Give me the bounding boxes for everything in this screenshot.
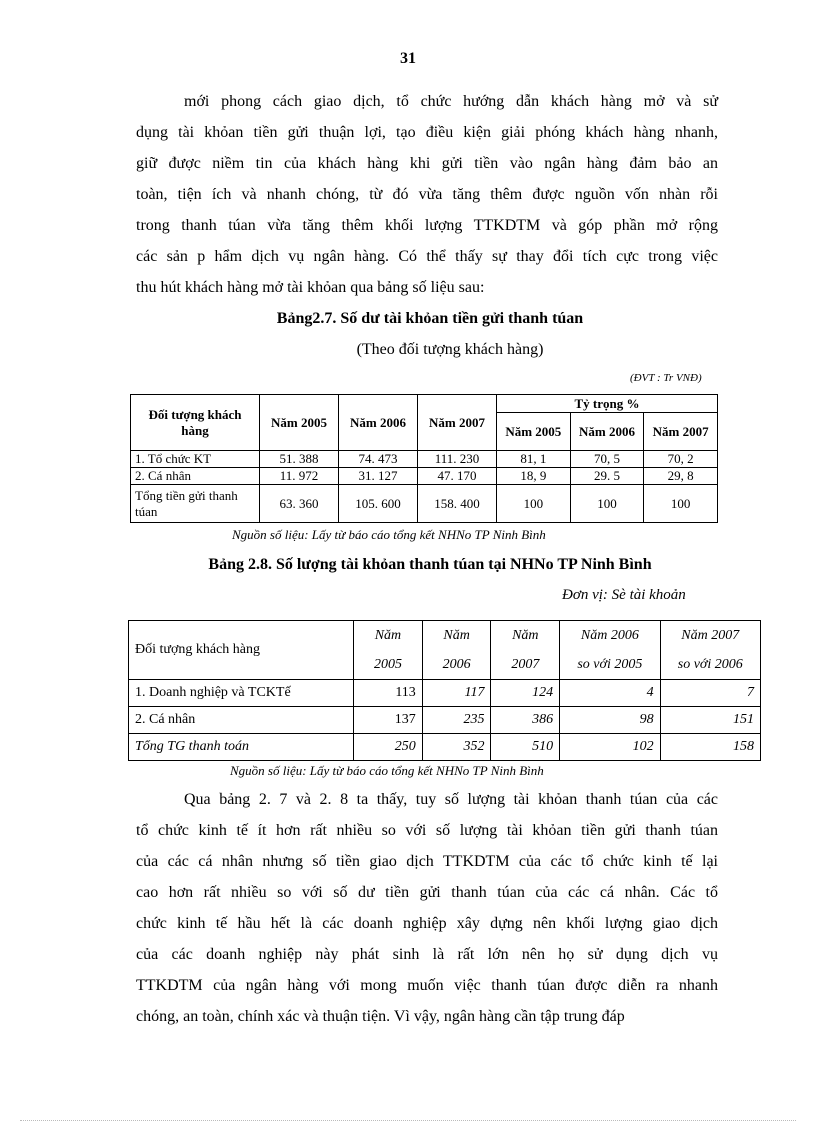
row-label: Tổng tiền gửi thanh túan	[131, 485, 260, 523]
text-line: tổ chức kinh tế ít hơn rất nhiều so với số lượng tài khỏan tiền gửi thanh túan	[136, 822, 718, 839]
header-2006-line1: Năm	[443, 628, 470, 643]
text-line: toàn, tiện ích và nhanh chóng, từ đó vừa tăng thêm được nguồn vốn nhàn rỗi	[136, 186, 718, 203]
table1-source: Nguồn số liệu: Lấy từ báo cáo tổng kết NHNo TP Ninh Bình	[232, 527, 546, 542]
cell-value: 4	[560, 680, 660, 707]
table1-unit: (ĐVT : Tr VNĐ)	[630, 372, 702, 384]
table-row	[131, 468, 718, 485]
text-line: dụng tài khỏan tiền gửi thuận lợi, tạo điều kiện giải phóng khách hàng nhanh,	[136, 124, 718, 141]
cell-value: 158	[660, 734, 760, 761]
cell-value: 158. 400	[418, 485, 497, 523]
cell-value: 102	[560, 734, 660, 761]
header-2005-line1: Năm	[374, 628, 402, 643]
cell-value: 100	[570, 485, 644, 523]
table-row	[129, 680, 761, 707]
header-0706-line1: Năm 2007	[681, 628, 740, 643]
header-customer: Đối tượng khách hàng	[131, 395, 260, 451]
cell-value: 81, 1	[497, 451, 571, 468]
cell-value: 29, 8	[644, 468, 718, 485]
header-0605-line2: so với 2005	[577, 657, 643, 672]
header-share-2005: Năm 2005	[497, 413, 571, 451]
row-label: 1. Tổ chức KT	[131, 451, 260, 468]
cell-value: 100	[644, 485, 718, 523]
cell-value: 47. 170	[418, 468, 497, 485]
table2	[128, 620, 761, 761]
cell-value: 31. 127	[339, 468, 418, 485]
cell-value: 70, 2	[644, 451, 718, 468]
text-line: mới phong cách giao dịch, tổ chức hướng dẫn khách hàng mở và sử	[184, 93, 718, 110]
header-2007: Năm 2007	[418, 395, 497, 451]
cell-value: 250	[354, 734, 423, 761]
row-label: 1. Doanh nghiệp và TCKTế	[129, 680, 354, 707]
paragraph-analysis	[136, 784, 718, 1032]
cell-value: 111. 230	[418, 451, 497, 468]
text-line: cao hơn rất nhiều so với số dư tiền gửi thanh túan của các cá nhân. Các tổ	[136, 884, 718, 901]
table-row	[129, 707, 761, 734]
cell-value: 386	[491, 707, 560, 734]
text-line: giữ được niềm tin của khách hàng khi gửi tiền vào ngân hàng đảm bảo an	[136, 155, 718, 172]
cell-value: 137	[354, 707, 423, 734]
cell-value: 100	[497, 485, 571, 523]
text-line: Qua bảng 2. 7 và 2. 8 ta thấy, tuy số lượng tài khỏan thanh túan của các	[184, 791, 718, 808]
header-2007	[491, 621, 560, 680]
header-customer: Đối tượng khách hàng	[129, 621, 354, 680]
text-line: thu hút khách hàng mở tài khỏan qua bảng số liệu sau:	[136, 279, 485, 296]
table1-subtitle: (Theo đối tượng khách hàng)	[356, 341, 544, 358]
cell-value: 105. 600	[339, 485, 418, 523]
table2-title: Bảng 2.8. Số lượng tài khỏan thanh túan tại NHNo TP Ninh Bình	[208, 556, 652, 573]
cell-value: 7	[660, 680, 760, 707]
cell-value: 11. 972	[260, 468, 339, 485]
header-2006-vs-2005	[560, 621, 660, 680]
cell-value: 74. 473	[339, 451, 418, 468]
cell-value: 63. 360	[260, 485, 339, 523]
cell-value: 235	[422, 707, 491, 734]
cell-value: 124	[491, 680, 560, 707]
row-label: 2. Cá nhân	[129, 707, 354, 734]
paragraph-intro	[136, 86, 718, 303]
cell-value: 98	[560, 707, 660, 734]
text-line: trong thanh túan vừa tăng thêm khối lượng TTKDTM và góp phần mở rộng	[136, 217, 718, 234]
row-label: 2. Cá nhân	[131, 468, 260, 485]
cell-value: 113	[354, 680, 423, 707]
text-line: chóng, an toàn, chính xác và thuận tiện. Vì vậy, ngân hàng cần tập trung đáp	[136, 1008, 625, 1025]
header-share: Tỷ trọng %	[497, 395, 718, 413]
table-row	[131, 485, 718, 523]
cell-value: 352	[422, 734, 491, 761]
text-line: TTKDTM của ngân hàng với mong muốn việc thanh túan được diễn ra nhanh	[136, 977, 718, 994]
table2-source: Nguồn số liệu: Lấy từ báo cáo tổng kết NHNo TP Ninh Bình	[230, 763, 544, 778]
table-row	[131, 451, 718, 468]
cell-value: 29. 5	[570, 468, 644, 485]
header-0706-line2: so với 2006	[677, 657, 743, 672]
header-2006-line2: 2006	[442, 657, 471, 672]
header-2006: Năm 2006	[339, 395, 418, 451]
header-2005: Năm 2005	[260, 395, 339, 451]
page-number: 31	[400, 50, 416, 67]
table-row	[129, 734, 761, 761]
header-share-2006: Năm 2006	[570, 413, 644, 451]
cell-value: 117	[422, 680, 491, 707]
table2-unit: Đơn vị: Sè tài khoản	[562, 587, 686, 603]
text-line: chức kinh tế hầu hết là các doanh nghiệp xây dựng nên khối lượng giao dịch	[136, 915, 718, 932]
header-2007-vs-2006	[660, 621, 760, 680]
header-share-2007: Năm 2007	[644, 413, 718, 451]
text-line: của các cá nhân nhưng số tiền giao dịch TTKDTM của các tổ chức kinh tế lại	[136, 853, 718, 870]
header-2005	[354, 621, 423, 680]
header-0605-line1: Năm 2006	[580, 628, 639, 643]
cell-value: 51. 388	[260, 451, 339, 468]
text-line: các sản p hẩm dịch vụ ngân hàng. Có thể thấy sự thay đổi tích cực trong việc	[136, 248, 718, 265]
table1	[130, 394, 718, 523]
header-2006	[422, 621, 491, 680]
header-2007-line2: 2007	[511, 657, 540, 672]
cell-value: 510	[491, 734, 560, 761]
cell-value: 151	[660, 707, 760, 734]
header-2005-line2: 2005	[373, 657, 402, 672]
table1-title: Bảng2.7. Số dư tài khỏan tiền gửi thanh túan	[276, 310, 584, 327]
cell-value: 18, 9	[497, 468, 571, 485]
page-bottom-rule	[20, 1120, 796, 1121]
header-2007-line1: Năm	[512, 628, 539, 643]
cell-value: 70, 5	[570, 451, 644, 468]
row-label: Tổng TG thanh toán	[129, 734, 354, 761]
text-line: của các doanh nghiệp này phát sinh là rất lớn nên họ sử dụng dịch vụ	[136, 946, 718, 963]
